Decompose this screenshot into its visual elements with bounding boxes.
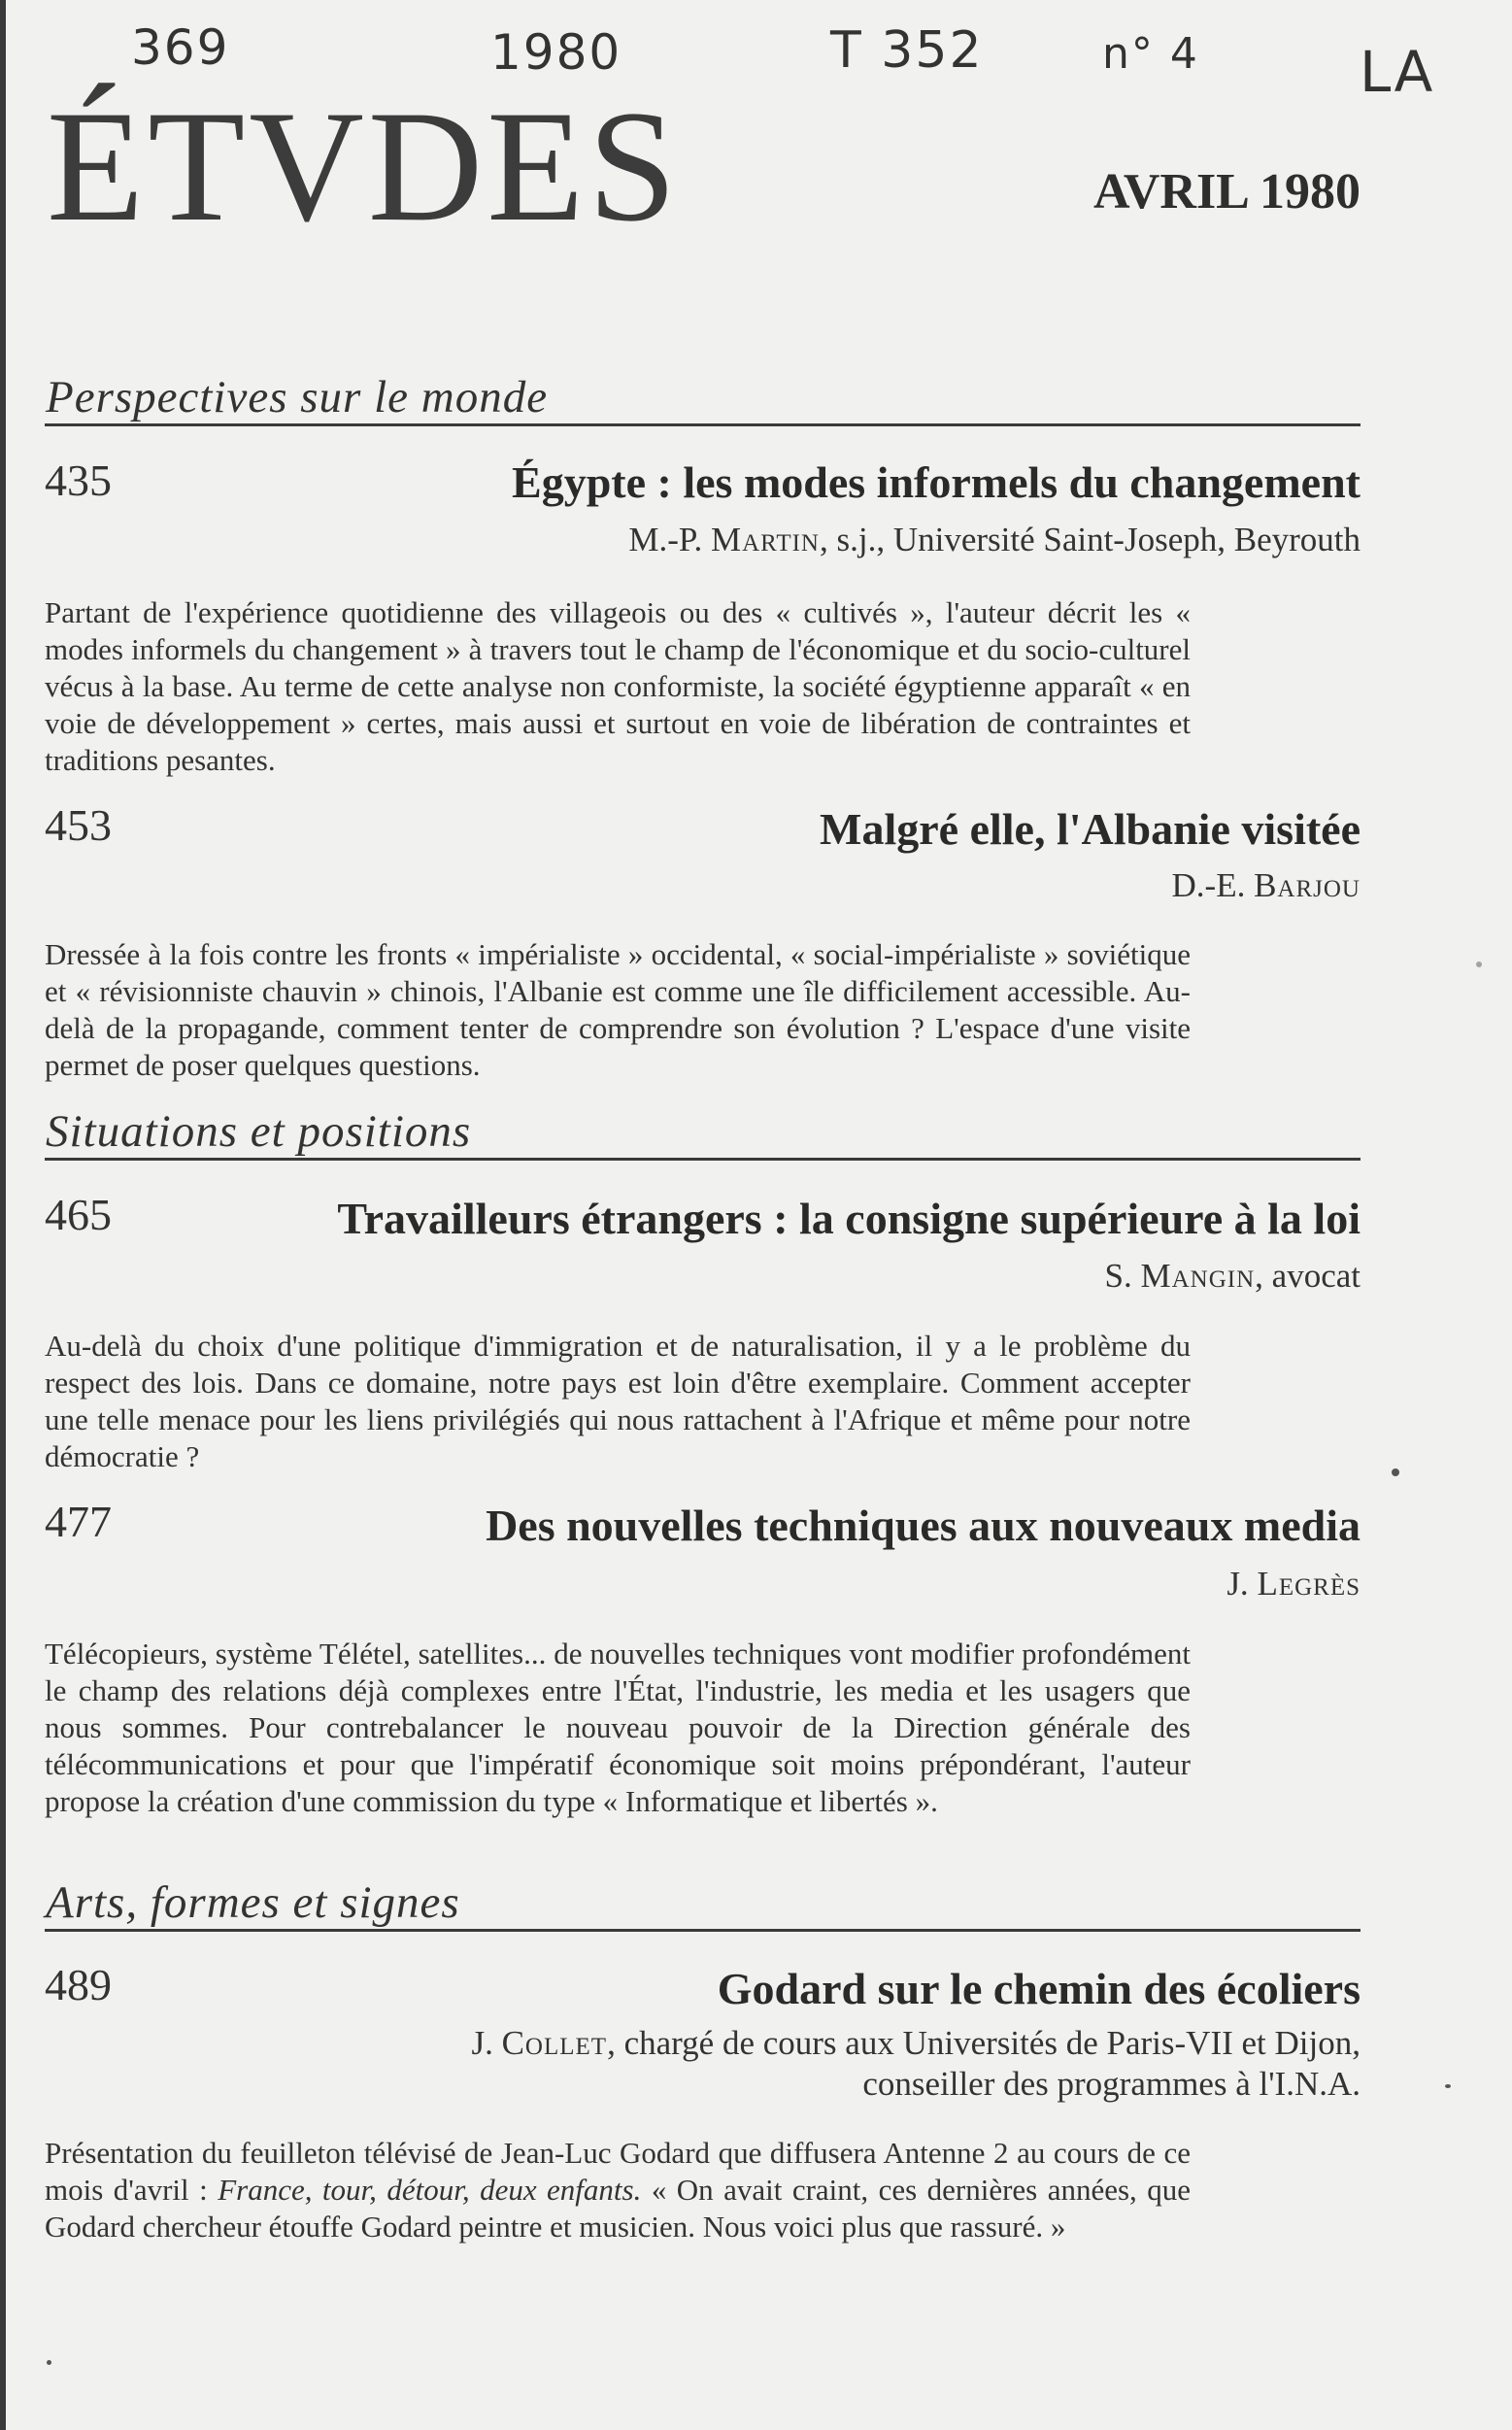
journal-logo: ÉTVDES — [47, 79, 681, 254]
article-abstract: Télécopieurs, système Télétel, satellites... de nouvelles techniques vont modifier profondément le champ des relations déjà complexes entre l'État, l'industrie, les media et les usagers que nous sommes. Pour contrebalancer le nouveau pouvoir de la Direction générale des télécommunications et pour que l'impératif économique soit moins prépondérant, l'auteur propose la création d'une commission du type « Informatique et libertés ». — [45, 1637, 1191, 1818]
scan-speck — [1392, 1468, 1399, 1476]
article-title[interactable]: Travailleurs étrangers : la consigne supérieure à la loi — [337, 1194, 1361, 1243]
handwritten-annotation: T 352 — [830, 21, 984, 80]
article-author: M.-P. Martin, s.j., Université Saint-Joseph, Beyrouth — [628, 521, 1361, 558]
article-page-number: 465 — [45, 1190, 112, 1239]
article-author: J. Legrès — [1226, 1565, 1361, 1603]
section-header — [45, 371, 1361, 426]
article-title[interactable]: Malgré elle, l'Albanie visitée — [820, 804, 1361, 854]
section-title: Perspectives sur le monde — [46, 372, 549, 422]
article-author: S. Mangin, avocat — [1104, 1257, 1361, 1295]
article-abstract: Au-delà du choix d'une politique d'immigration et de naturalisation, il y a le problème du respect des lois. Dans ce domaine, notre pays est loin d'être exemplaire. Comment accepter une telle menace pour les liens privilégiés qui nous rattachent à l'Afrique et même pour notre démocratie ? — [45, 1329, 1191, 1473]
article-abstract: Partant de l'expérience quotidienne des villageois ou des « cultivés », l'auteur décrit les « modes informels du changement » à travers tout le champ de l'économique et du socio-culturel vécus à la base. Au terme de cette analyse non conformiste, la société égyptienne apparaît « en voie de développement » certes, mais aussi et surtout en voie de libération de contraintes et traditions pesantes. — [45, 595, 1191, 777]
scan-speck — [1445, 2084, 1451, 2088]
handwritten-annotation: n° 4 — [1102, 29, 1199, 79]
section-header — [45, 1876, 1361, 1932]
page-edge — [0, 0, 6, 2430]
article-title[interactable]: Des nouvelles techniques aux nouveaux media — [486, 1501, 1361, 1550]
handwritten-annotation: 369 — [131, 19, 230, 76]
issue-date: AVRIL 1980 — [1092, 164, 1361, 219]
article-abstract: Dressée à la fois contre les fronts « impérialiste » occidental, « social-impérialiste » soviétique et « révisionniste chauvin » chinois, l'Albanie est comme une île difficilement accessible. Au-delà de la propagande, comment tenter de comprendre son évolution ? L'espace d'une visite permet de poser quelques questions. — [45, 937, 1191, 1082]
handwritten-annotation: 1980 — [490, 24, 622, 81]
article-title[interactable]: Godard sur le chemin des écoliers — [717, 1964, 1361, 2013]
article-page-number: 477 — [45, 1497, 112, 1546]
article-page-number: 435 — [45, 456, 112, 505]
section-title: Arts, formes et signes — [46, 1877, 460, 1928]
article-page-number: 453 — [45, 800, 112, 850]
article-title[interactable]: Égypte : les modes informels du changement — [512, 457, 1361, 507]
article-author: J. Collet, chargé de cours aux Universités de Paris-VII et Dijon, conseiller des programmes à l'I.N.A. — [471, 2024, 1361, 2103]
scan-speck — [1476, 962, 1482, 967]
scan-speck — [47, 2360, 51, 2365]
article-author: D.-E. Barjou — [1171, 866, 1361, 904]
section-title: Situations et positions — [46, 1106, 472, 1157]
section-header — [45, 1105, 1361, 1161]
article-abstract: Présentation du feuilleton télévisé de Jean-Luc Godard que diffusera Antenne 2 au cours de ce mois d'avril : France, tour, détour, deux enfants. « On avait craint, ces dernières années, que Godard chercheur étouffe Godard peintre et musicien. Nous voici plus que rassuré. » — [45, 2136, 1192, 2244]
handwritten-annotation: LA — [1360, 39, 1435, 105]
article-page-number: 489 — [45, 1960, 112, 2009]
